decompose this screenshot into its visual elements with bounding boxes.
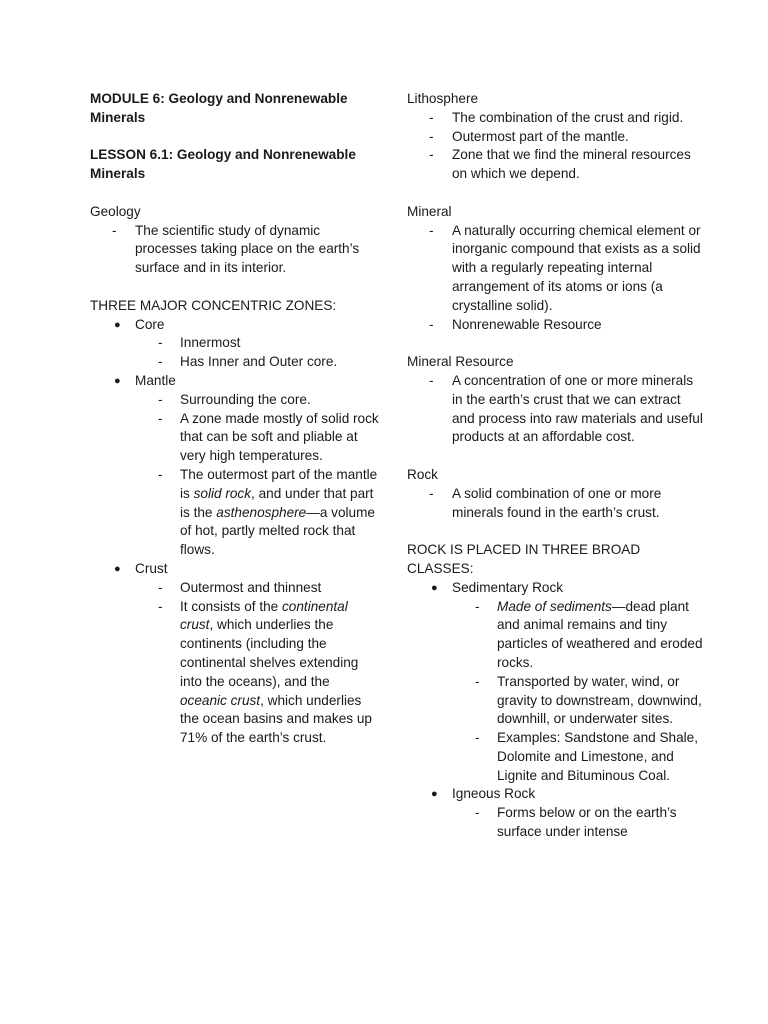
class-igneous: ● Igneous Rock — [407, 785, 707, 804]
lesson-title: LESSON 6.1: Geology and Nonrenewable Minerals — [90, 147, 356, 182]
spacer — [90, 128, 380, 147]
core-item: - Innermost — [90, 334, 380, 353]
dash-marker: - — [429, 316, 434, 332]
mineral-item: - A naturally occurring chemical element or inorganic compound that exists as a solid with a regularly repeating internal arrangement of its atoms or ions (a crystalline solid). — [429, 222, 701, 313]
dash-marker: - — [158, 335, 163, 351]
bullet-marker: ● — [114, 562, 121, 575]
class-sedimentary: ● Sedimentary Rock — [407, 579, 707, 598]
lithosphere-item: - The combination of the crust and rigid. — [407, 109, 707, 128]
geology-item: - The scientific study of dynamic processes taking place on the earth’s surface and in its interior. — [112, 222, 360, 276]
right-column — [407, 90, 707, 842]
module-title: MODULE 6: Geology and Nonrenewable Minerals — [90, 91, 348, 125]
dash-marker: - — [429, 485, 434, 501]
core-item: - Has Inner and Outer core. — [90, 353, 380, 372]
spacer — [90, 184, 380, 203]
dash-marker: - — [112, 222, 117, 238]
zones-heading: THREE MAJOR CONCENTRIC ZONES: — [90, 297, 337, 313]
dash-marker: - — [475, 730, 480, 746]
sedimentary-item: - Transported by water, wind, or gravity to downstream, downwind, downhill, or underwater sites. — [475, 673, 702, 727]
mantle-item: - A zone made mostly of solid rock that can be soft and pliable at very high temperatures. — [158, 410, 379, 464]
rock-item: - A solid combination of one or more minerals found in the earth’s crust. — [429, 485, 662, 520]
bullet-marker: ● — [431, 788, 438, 801]
rock-classes-heading: ROCK IS PLACED IN THREE BROAD CLASSES: — [407, 542, 641, 576]
mantle-item: - Surrounding the core. — [90, 391, 380, 410]
spacer — [407, 334, 707, 353]
dash-marker: - — [158, 391, 163, 407]
crust-item: - Outermost and thinnest — [90, 579, 380, 598]
bullet-marker: ● — [114, 374, 121, 387]
sedimentary-item: - Examples: Sandstone and Shale, Dolomite and Limestone, and Lignite and Bituminous Coal. — [475, 730, 699, 783]
zone-mantle: ● Mantle — [90, 372, 380, 391]
bullet-marker: ● — [431, 581, 438, 594]
dash-marker: - — [429, 147, 434, 163]
lithosphere-item: - Zone that we find the mineral resources on which we depend. — [429, 147, 691, 182]
lithosphere-item: - Outermost part of the mantle. — [407, 128, 707, 147]
zone-core: ● Core — [90, 316, 380, 335]
mineral-resource-item: - A concentration of one or more minerals in the earth’s crust that we can extract and process into raw materials and useful products at an affordable cost. — [429, 372, 703, 445]
dash-marker: - — [475, 598, 480, 614]
geology-heading: Geology — [90, 203, 141, 219]
spacer — [90, 278, 380, 297]
bullet-marker: ● — [114, 318, 121, 331]
dash-marker: - — [158, 598, 163, 614]
spacer — [407, 447, 707, 466]
lithosphere-heading: Lithosphere — [407, 91, 479, 106]
crust-item: - It consists of the continental crust, which underlies the continents (including the continental shelves extending into the oceans), and the oceanic crust, which underlies the ocean basins and makes up 71% of the earth’s crust. — [158, 598, 372, 746]
rock-heading: Rock — [407, 466, 438, 482]
dash-marker: - — [429, 128, 434, 144]
dash-marker: - — [429, 372, 434, 388]
dash-marker: - — [429, 109, 434, 125]
mantle-item: - The outermost part of the mantle is solid rock, and under that part is the asthenosphere—a volume of hot, partly melted rock that flows. — [158, 466, 378, 558]
sedimentary-item: - Made of sediments—dead plant and animal remains and tiny particles of weathered and eroded rocks. — [475, 598, 703, 670]
dash-marker: - — [475, 673, 480, 689]
dash-marker: - — [158, 579, 163, 595]
dash-marker: - — [158, 354, 163, 370]
left-column — [90, 90, 380, 748]
mineral-heading: Mineral — [407, 203, 452, 219]
zone-crust: ● Crust — [90, 560, 380, 579]
dash-marker: - — [429, 222, 434, 238]
dash-marker: - — [158, 410, 163, 426]
dash-marker: - — [158, 466, 163, 482]
spacer — [407, 184, 707, 203]
mineral-item: - Nonrenewable Resource — [407, 316, 707, 335]
spacer — [407, 522, 707, 541]
mineral-resource-heading: Mineral Resource — [407, 354, 514, 370]
dash-marker: - — [475, 805, 480, 821]
igneous-item: - Forms below or on the earth’s surface under intense — [475, 805, 677, 840]
